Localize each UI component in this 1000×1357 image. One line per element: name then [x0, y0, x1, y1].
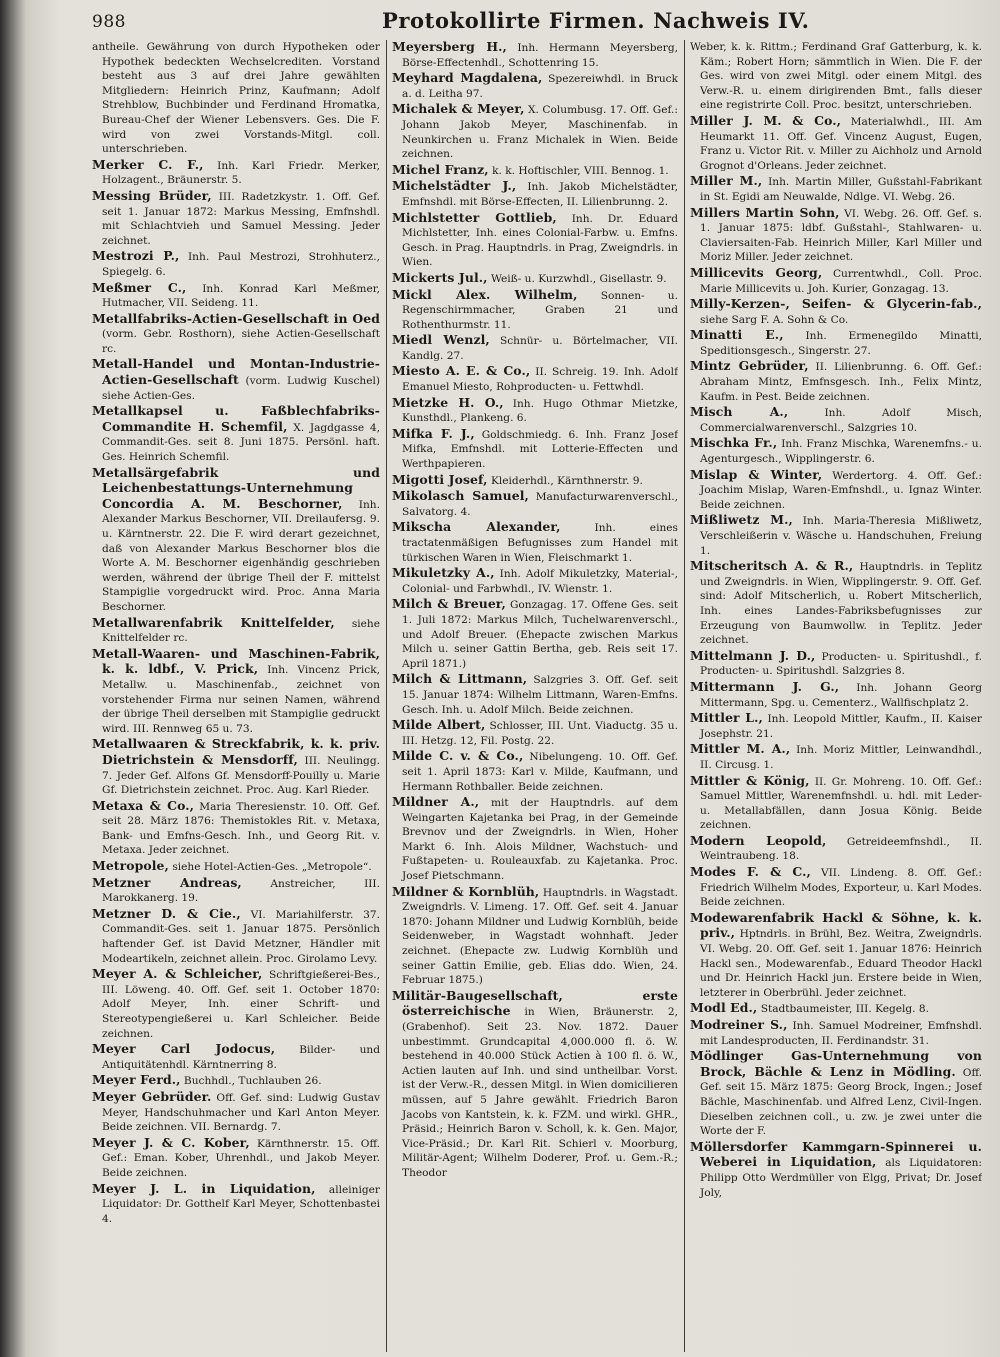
- firm-details: Inh. Moriz Mittler, Leinwandhdl., II. Circusg. 1.: [700, 744, 982, 771]
- firm-details: Inh. Ermenegildo Minatti, Speditionsgesch., Singerstr. 27.: [700, 330, 982, 357]
- directory-entry: [690, 865, 982, 910]
- firm-name: Michel Franz,: [392, 161, 489, 177]
- directory-entry: [392, 211, 678, 270]
- firm-name: Meyer A. & Schleicher,: [92, 966, 263, 982]
- directory-entry: [690, 40, 982, 113]
- firm-name: Meßmer C.,: [92, 279, 187, 295]
- firm-name: Metzner Andreas,: [92, 874, 242, 890]
- firm-name: Metaxa & Co.,: [92, 797, 195, 813]
- firm-name: Mißliwetz M.,: [690, 512, 793, 528]
- directory-entry: [392, 364, 678, 394]
- column-left: [92, 40, 380, 1352]
- firm-name: Miller J. M. & Co.,: [690, 112, 842, 128]
- firm-name: Miller M.,: [690, 173, 763, 189]
- firm-details: k. k. Hoftischler, VIII. Bennog. 1.: [492, 164, 669, 177]
- firm-name: Milly-Kerzen-, Seifen- & Glycerin-fab.,: [690, 296, 982, 312]
- firm-details: Inh. Jakob Michelstädter, Emfnshdl. mit Börse-Effecten, II. Lilienbrunng. 2.: [402, 181, 678, 208]
- directory-entry: [690, 649, 982, 679]
- directory-entry: [92, 357, 380, 403]
- directory-entry: [392, 473, 678, 489]
- firm-details: Anstreicher, III. Marokkanerg. 19.: [102, 877, 380, 905]
- directory-entry: [392, 566, 678, 596]
- firm-details: X. Jagdgasse 4, Commandit-Ges. seit 8. Juni 1875. Persönl. haft. Ges. Heinrich Schemfil.: [102, 421, 380, 464]
- firm-name: Mietzke H. O.,: [392, 394, 504, 410]
- firm-details: Inh. Martin Miller, Gußstahl-Fabrikant in St. Egidi am Neuwalde, Ndlge. VI. Webg. 26.: [700, 176, 982, 203]
- firm-name: Meyhard Magdalena,: [392, 70, 543, 86]
- firm-details: Inh. Vincenz Prick, Metallw. u. Maschinenfab., zeichnet von vorstehender Firma nur seinen Namen, während der übrige Theil derselben mit Stampiglie gedruckt wird. III. Rennweg 65 u. 73.: [102, 664, 380, 735]
- firm-details: Inh. Johann Georg Mittermann, Spg. u. Cementerz., Wallfischplatz 2.: [700, 681, 982, 709]
- directory-entry: [690, 405, 982, 435]
- firm-name: Modewarenfabrik Hackl & Söhne, k. k. priv.,: [690, 909, 982, 941]
- firm-details: Inh. Konrad Karl Meßmer, Hutmacher, VII. Seideng. 11.: [102, 282, 380, 310]
- directory-entry: [392, 102, 678, 161]
- firm-details: Inh. Adolf Mikuletzky, Material-, Colonial- und Farbwhdl., IV. Wienstr. 1.: [402, 568, 678, 595]
- firm-details: Inh. Samuel Modreiner, Emfnshdl. mit Landesproducten, II. Ferdinandstr. 31.: [700, 1020, 982, 1047]
- directory-entry: [392, 396, 678, 426]
- directory-entry: [392, 749, 678, 794]
- directory-entry: [392, 795, 678, 884]
- firm-name: Modreiner S.,: [690, 1017, 788, 1032]
- firm-details: Bilder- und Antiquitätenhdl. Kärntnerring 8.: [102, 1044, 380, 1071]
- firm-name: Meyersberg H.,: [392, 40, 507, 54]
- firm-name: Metall-Waaren- und Maschinen-Fabrik, k. k. ldbf., V. Prick,: [92, 645, 380, 677]
- firm-name: Meyer Ferd.,: [92, 1072, 181, 1088]
- firm-details: Sonnen- u. Regenschirmmacher, Graben 21 und Rothenthurmstr. 11.: [402, 289, 678, 331]
- firm-name: Meyer Gebrüder.: [92, 1088, 212, 1104]
- directory-entry: [92, 647, 380, 737]
- firm-name: Milde C. v. & Co.,: [392, 748, 524, 764]
- firm-name: Modes F. & C.,: [690, 864, 811, 880]
- firm-details: Inh. Maria-Theresia Mißliwetz, Verschleißerin v. Wäsche u. Handschuhen, Freiung 1.: [700, 515, 982, 557]
- directory-entry: [392, 71, 678, 101]
- firm-name: Meyer J. & C. Kober,: [92, 1134, 250, 1150]
- firm-details: Kleiderhdl., Kärnthnerstr. 9.: [490, 474, 643, 487]
- firm-details: Inh. Franz Mischka, Warenemfns.- u. Agenturgesch., Wipplingerstr. 6.: [700, 438, 982, 466]
- firm-details: VI. Mariahilferstr. 37. Commandit-Ges. seit 1. Januar 1875. Persönlich haftender Gef. ist David Metzner, Händler mit Modeartikeln, zeichnet allein. Proc. Girolamo Levy.: [102, 908, 380, 965]
- directory-entry: [92, 1073, 380, 1089]
- firm-details: Inh. eines tractatenmäßigen Befugnisses zum Handel mit türkischen Waren in Wien, Fleischmarkt 1.: [402, 522, 678, 564]
- directory-entry: [690, 1140, 982, 1200]
- directory-entry: [690, 174, 982, 204]
- directory-entry: [690, 1018, 982, 1048]
- firm-name: Mislap & Winter,: [690, 466, 823, 482]
- firm-name: Mickl Alex. Wilhelm,: [392, 286, 578, 302]
- firm-details: Hauptndrls. in Teplitz und Zweigndrls. in Wien, Wipplingerstr. 9. Off. Gef. sind: Adolf Mitscherlich, u. Robert Mitscherlich, Inh. eines Landes-Fabriksbefugnisses zur Erzeugung von Baumwollw. in Teplitz. Jeder zeichnet.: [700, 561, 982, 647]
- directory-entry: [392, 597, 678, 671]
- directory-entry: [92, 189, 380, 248]
- firm-name: Milch & Breuer,: [392, 596, 506, 612]
- directory-entry: [92, 1090, 380, 1135]
- firm-name: Mikolasch Samuel,: [392, 488, 529, 504]
- directory-entry: [690, 206, 982, 265]
- firm-details: mit der Hauptndrls. auf dem Weingarten Kajetanka bei Prag, in der Gemeinde Brevnov und der Zweigndrls. in Wien, Hoher Markt 6. Inh. Alois Mildner, Wachstuch- und Fußtapeten- u. Rouleauxfab. zu Kajetanka. Proc. Josef Pietschmann.: [402, 797, 678, 883]
- directory-entry: [392, 271, 678, 287]
- directory-entry: [392, 672, 678, 717]
- directory-entry: [690, 742, 982, 772]
- text-columns: [92, 40, 982, 1352]
- firm-name: Mikscha Alexander,: [392, 519, 561, 535]
- firm-details: Nibelungeng. 10. Off. Gef. seit 1. April 1873: Karl v. Milde, Kaufmann, und Hermann Rothballer. Beide zeichnen.: [402, 751, 678, 793]
- directory-entry: [690, 559, 982, 648]
- firm-details: siehe Hotel-Actien-Ges. „Metropole“.: [172, 861, 372, 874]
- firm-details: (vorm. Gebr. Rosthorn), siehe Actien-Gesellschaft rc.: [102, 328, 380, 355]
- firm-name: Mitscheritsch A. & R.,: [690, 558, 854, 574]
- directory-entry: [690, 359, 982, 404]
- firm-details: II. Lilienbrunng. 6. Off. Gef.: Abraham Mintz, Emfnsgesch. Inh., Felix Mintz, Kaufm. in Pest. Beide zeichnen.: [700, 361, 982, 403]
- firm-details: antheile. Gewährung von durch Hypotheken oder Hypothek bedeckten Wechselcrediten. Vorstand besteht aus 3 auf drei Jahre gewählten Mitgliedern: Heinrich Prinz, Kaufmann; Adolf Strehblow, Buchbinder und Ferdinand Hromatka, Bureau-Chef der Wiener Lebensvers. Ges. Die F. wird von zwei Vorstands-Mitgl. coll. unterschrieben.: [92, 41, 380, 156]
- firm-name: Mittler L.,: [690, 710, 763, 726]
- firm-name: Mickerts Jul.,: [392, 269, 488, 285]
- firm-name: Modern Leopold,: [690, 832, 827, 848]
- firm-name: Meyer Carl Jodocus,: [92, 1041, 276, 1057]
- firm-name: Mintz Gebrüder,: [690, 358, 809, 374]
- firm-details: Maria Theresienstr. 10. Off. Gef. seit 28. März 1876: Themistokles Rit. v. Metaxa, Bank- und Emfns-Gesch. Inh., und Georg Rit. v. Metaxa. Jeder zeichnet.: [102, 800, 380, 857]
- directory-entry: [92, 1042, 380, 1072]
- firm-name: Miedl Wenzl,: [392, 332, 490, 348]
- firm-details: Off. Gef. seit 15. März 1875: Georg Brock, Ingen.; Josef Bächle, Maschinenfab. und Alfred Lenz, Civil-Ingen. Dieselben zeichnen coll., u. zw. je zwei unter die Worte der F.: [700, 1066, 982, 1138]
- firm-details: als Liquidatoren: Philipp Otto Werdmüller von Elgg, Privat; Dr. Josef Joly,: [700, 1157, 982, 1199]
- directory-entry: [392, 163, 678, 179]
- firm-name: Mildner A.,: [392, 794, 480, 810]
- firm-details: Buchhdl., Tuchlauben 26.: [183, 1075, 322, 1088]
- firm-details: Inh. Alexander Markus Beschorner, VII. Dreilaufersg. 9. u. Kärntnerstr. 22. Die F. wird derart gezeichnet, daß von Alexander Markus Beschorner blos die Worte A. M. Beschorner eigenhändig geschrieben werden, während der übrige Theil der F. mittelst Stampiglie vorgedruckt wird. Proc. Anna Maria Beschorner.: [102, 498, 380, 613]
- firm-details: Weiß- u. Kurzwhdl., Gisellastr. 9.: [490, 272, 667, 285]
- firm-details: Spezereiwhdl. in Bruck a. d. Leitha 97.: [402, 73, 678, 100]
- firm-name: Minatti E.,: [690, 327, 784, 343]
- firm-name: Migotti Josef,: [392, 471, 488, 487]
- firm-details: alleiniger Liquidator: Dr. Gotthelf Karl Meyer, Schottenbastei 4.: [102, 1183, 380, 1225]
- firm-details: siehe Sarg F. A. Sohn & Co.: [700, 313, 849, 326]
- directory-entry: [92, 859, 380, 875]
- firm-details: Kärnthnerstr. 15. Off. Gef.: Eman. Kober, Uhrenhdl., und Jakob Meyer. Beide zeichnen.: [102, 1137, 380, 1179]
- firm-name: Milch & Littmann,: [392, 671, 528, 687]
- directory-entry: [690, 911, 982, 1001]
- firm-name: Mikuletzky A.,: [392, 565, 495, 581]
- firm-details: Manufacturwarenverschl., Salvatorg. 4.: [402, 491, 678, 518]
- firm-details: Inh. Paul Mestrozi, Strohhuterz., Spiegelg. 6.: [102, 251, 380, 278]
- firm-details: Werdertorg. 4. Off. Gef.: Joachim Mislap, Waren-Emfnshdl., u. Ignaz Winter. Beide zeichnen.: [700, 469, 982, 511]
- firm-details: Weber, k. k. Rittm.; Ferdinand Graf Gatterburg, k. k. Käm.; Robert Horn; sämmtlich in Wien. Die F. der Ges. wird von zwei Mitgl. oder einem Mitgl. des Verw.-R. u. einem dirigirenden Bmt., falls dieser eine registrirte Coll. Proc. besitzt, unterschrieben.: [690, 41, 982, 112]
- firm-name: Metallkapsel u. Faßblechfabriks-Commandite H. Schemfil,: [92, 403, 380, 434]
- directory-entry: [690, 1001, 982, 1017]
- firm-name: Misch A.,: [690, 404, 789, 420]
- firm-name: Mestrozi P.,: [92, 248, 180, 264]
- directory-entry: [392, 427, 678, 472]
- firm-name: Millers Martin Sohn,: [690, 204, 840, 220]
- directory-entry: [92, 967, 380, 1041]
- firm-name: Möllersdorfer Kammgarn-Spinnerei u. Weberei in Liquidation,: [690, 1138, 982, 1170]
- firm-details: VI. Webg. 26. Off. Gef. s. 1. Januar 1875: ldbf. Gußstahl-, Stahlwaren- u. Claviersaiten-Fab. Heinrich Miller, Karl Miller und Moriz Miller. Jeder zeichnet.: [700, 207, 982, 264]
- firm-details: Getreideemfnshdl., II. Weintraubeng. 18.: [700, 835, 982, 863]
- page-number: 988: [92, 12, 126, 32]
- firm-name: Modl Ed.,: [690, 1000, 758, 1016]
- firm-details: Goldschmiedg. 6. Inh. Franz Josef Mifka, Emfnshdl. mit Lotterie-Effecten und Werthpapieren.: [402, 428, 678, 471]
- directory-entry: [690, 436, 982, 466]
- firm-details: Schnür- u. Börtelmacher, VII. Kandlg. 27.: [402, 335, 678, 362]
- directory-entry: [392, 885, 678, 988]
- directory-entry: [92, 466, 380, 615]
- directory-entry: [392, 288, 678, 333]
- directory-entry: [690, 328, 982, 358]
- directory-entry: [392, 489, 678, 519]
- directory-entry: [92, 281, 380, 311]
- directory-entry: [92, 737, 380, 797]
- directory-entry: [690, 468, 982, 513]
- firm-name: Miesto A. E. & Co.,: [392, 363, 531, 379]
- firm-details: Inh. Hugo Othmar Mietzke, Kunsthdl., Plankeng. 6.: [402, 397, 678, 425]
- directory-entry: [690, 114, 982, 173]
- firm-details: X. Columbusg. 17. Off. Gef.: Johann Jakob Meyer, Maschinenfab. in Neunkirchen u. Franz Michalek in Wien. Beide zeichnen.: [402, 104, 678, 161]
- firm-details: Hptndrls. in Brühl, Bez. Weitra, Zweigndrls. VI. Webg. 20. Off. Gef. seit 1. Januar 1876: Heinrich Hackl sen., Modewarenfab., Eduard Theodor Hackl und Dr. Heinrich Hackl jun. Erstere beide in Wien, letzterer in Oberbrühl. Jeder zeichnet.: [700, 928, 982, 999]
- column-middle: [392, 40, 678, 1352]
- firm-name: Messing Brüder,: [92, 187, 212, 203]
- directory-entry: [690, 711, 982, 741]
- firm-details: Inh. Dr. Eduard Michlstetter, Inh. eines Colonial-Farbw. u. Emfns. Gesch. in Prag. Hauptndrls. in Prag, Zweigndrls. in Wien.: [402, 212, 678, 269]
- firm-name: Mittermann J. G.,: [690, 678, 840, 694]
- column-divider: [386, 40, 387, 1352]
- firm-name: Mittelmann J. D.,: [690, 647, 816, 663]
- firm-details: Inh. Adolf Misch, Commercialwarenverschl., Salzgries 10.: [700, 407, 982, 434]
- firm-name: Michelstädter J.,: [392, 178, 517, 194]
- firm-details: Inh. Karl Friedr. Merker, Holzagent., Bräunerstr. 5.: [102, 159, 380, 187]
- directory-entry: [392, 179, 678, 209]
- firm-name: Metall-Handel und Montan-Industrie-Actien-Gesellschaft: [92, 356, 380, 388]
- firm-name: Metropole,: [92, 858, 169, 874]
- firm-details: Hauptndrls. in Wagstadt. Zweigndrls. V. Limeng. 17. Off. Gef. seit 4. Januar 1870: Johann Mildner und Ludwig Kornblüh, beide Seidenweber, in Wagstadt wohnhaft. Jeder zeichnet. (Ehepacte zw. Ludwig Kornblüh und seiner Gattin Emilie, geb. Elias ddo. Wien, 24. Februar 1875.): [402, 886, 678, 987]
- firm-name: Milde Albert,: [392, 717, 486, 733]
- firm-details: Salzgries 3. Off. Gef. seit 15. Januar 1874: Wilhelm Littmann, Waren-Emfns. Gesch. Inh. u. Adolf Milch. Beide zeichnen.: [402, 674, 678, 716]
- directory-entry: [690, 297, 982, 327]
- firm-details: Schriftgießerei-Bes., III. Löweng. 40. Off. Gef. seit 1. October 1870: Adolf Meyer, Inh. einer Schrift- und Stereotypengießerei u. Karl Schleicher. Beide zeichnen.: [102, 969, 380, 1040]
- firm-details: Gonzagag. 17. Offene Ges. seit 1. Juli 1872: Markus Milch, Tuchelwarenverschl., und Adolf Breuer. (Ehepacte zwischen Markus Milch u. seiner Gattin Bertha, geb. Reis seit 17. April 1871.): [402, 599, 678, 670]
- firm-name: Meyer J. L. in Liquidation,: [92, 1180, 316, 1196]
- firm-details: II. Gr. Mohreng. 10. Off. Gef.: Samuel Mittler, Warenemfnshdl. u. hdl. mit Leder- u. Metallabfällen, dann Josua König. Beide zeichnen.: [700, 775, 982, 832]
- directory-entry: [690, 680, 982, 710]
- firm-details: in Wien, Bräunerstr. 2, (Grabenhof). Seit 23. Nov. 1872. Dauer unbestimmt. Grundcapital 4,000.000 fl. ö. W. bestehend in 40.000 Stück Actien à 100 fl. ö. W., Actien lauten auf Inh. und sind untheilbar. Vorst. ist der Verw.-R., dessen Mitgl. in Wien domicilieren müssen, auf 5 Jahre gewählt. Friedrich Baron Jacobs von Kantstein, k. k. FZM. und wirkl. GHR., Präsid.; Heinrich Baron v. Scholl, k. k. Gen. Major, Vice-Präsid.; Dr. Karl Rit. Schierl v. Moorburg, Militär-Agent; Wilhelm Doderer, Prof. u. Gem.-R.; Theodor: [402, 1006, 678, 1179]
- directory-entry: [92, 312, 380, 357]
- firm-details: III. Radetzkystr. 1. Off. Gef. seit 1. Januar 1872: Markus Messing, Emfnshdl. mit Schlachtvieh und Samuel Messing. Jeder zeichnet.: [102, 190, 380, 247]
- firm-details: II. Schreig. 19. Inh. Adolf Emanuel Miesto, Rohproducten- u. Fettwhdl.: [402, 366, 678, 394]
- firm-details: Inh. Hermann Meyersberg, Börse-Effectenhdl., Schottenring 15.: [402, 42, 678, 69]
- firm-name: Metallwaaren & Streckfabrik, k. k. priv. Dietrichstein & Mensdorff,: [92, 736, 380, 767]
- firm-name: Michlstetter Gottlieb,: [392, 209, 557, 225]
- directory-entry: [92, 1136, 380, 1181]
- firm-details: siehe Knittelfelder rc.: [102, 617, 380, 645]
- firm-name: Mittler M. A.,: [690, 741, 791, 757]
- firm-name: Millicevits Georg,: [690, 264, 823, 280]
- column-divider: [684, 40, 685, 1352]
- firm-details: Materialwhdl., III. Am Heumarkt 11. Off. Gef. Vincenz August, Eugen, Franz u. Victor Rit. v. Miller zu Aichholz und Arnold Grognot d'Orleans. Jeder zeichnet.: [700, 115, 982, 172]
- firm-name: Mödlinger Gas-Unternehmung von Brock, Bächle & Lenz in Mödling.: [690, 1048, 982, 1079]
- firm-details: Off. Gef. sind: Ludwig Gustav Meyer, Handschuhmacher und Karl Anton Meyer. Beide zeichnen. VII. Bernardg. 7.: [102, 1091, 380, 1134]
- directory-entry: [392, 718, 678, 748]
- column-right: [690, 40, 982, 1352]
- directory-entry: [392, 989, 678, 1181]
- directory-entry: [92, 1182, 380, 1227]
- firm-name: Mischka Fr.,: [690, 435, 778, 451]
- firm-details: VII. Lindeng. 8. Off. Gef.: Friedrich Wilhelm Modes, Exporteur, u. Karl Modes. Beide zeichnen.: [700, 867, 982, 909]
- directory-entry: [92, 876, 380, 906]
- firm-name: Metallwarenfabrik Knittelfelder,: [92, 614, 335, 630]
- directory-entry: [92, 799, 380, 858]
- directory-entry: [690, 834, 982, 864]
- firm-details: Schlosser, III. Unt. Viaductg. 35 u. III. Hetzg. 12, Fil. Postg. 22.: [402, 720, 678, 747]
- firm-name: Metallsärgefabrik und Leichenbestattungs-Unternehmung Concordia A. M. Beschorner,: [92, 464, 380, 511]
- firm-details: Inh. Leopold Mittler, Kaufm., II. Kaiser Josephstr. 21.: [700, 713, 982, 740]
- directory-entry: [92, 907, 380, 966]
- firm-details: Currentwhdl., Coll. Proc. Marie Millicevits u. Joh. Kurier, Gonzagag. 13.: [700, 267, 982, 295]
- directory-entry: [392, 333, 678, 363]
- running-title: Protokollirte Firmen. Nachweis IV.: [382, 8, 810, 33]
- directory-entry: [92, 404, 380, 464]
- page-header: [92, 8, 982, 38]
- directory-entry: [690, 1049, 982, 1139]
- directory-entry: [392, 40, 678, 70]
- directory-entry: [690, 774, 982, 833]
- firm-name: Metallfabriks-Actien-Gesellschaft in Oed: [92, 310, 380, 326]
- directory-entry: [92, 616, 380, 646]
- firm-name: Michalek & Meyer,: [392, 101, 525, 117]
- firm-details: Stadtbaumeister, III. Kegelg. 8.: [760, 1003, 930, 1016]
- directory-entry: [92, 249, 380, 279]
- directory-entry: [690, 266, 982, 296]
- firm-name: Mittler & König,: [690, 772, 810, 788]
- firm-name: Mildner & Kornblüh,: [392, 883, 540, 899]
- directory-entry: [690, 513, 982, 558]
- firm-details: Producten- u. Spiritushdl., f. Producten- u. Spiritushdl. Salzgries 8.: [700, 650, 982, 678]
- firm-details: III. Neulingg. 7. Jeder Gef. Alfons Gf. Mensdorff-Pouilly u. Marie Gf. Dietrichstein zeichnet. Proc. Aug. Karl Rieder.: [102, 754, 380, 797]
- firm-name: Mifka F. J.,: [392, 425, 475, 441]
- directory-entry: [392, 520, 678, 565]
- directory-entry: [92, 40, 380, 157]
- firm-name: Militär-Baugesellschaft, erste österreichische: [392, 987, 678, 1019]
- firm-details: (vorm. Ludwig Kuschel) siehe Actien-Ges.: [102, 375, 380, 402]
- firm-name: Metzner D. & Cie.,: [92, 905, 241, 921]
- directory-entry: [92, 158, 380, 188]
- firm-name: Merker C. F.,: [92, 156, 204, 172]
